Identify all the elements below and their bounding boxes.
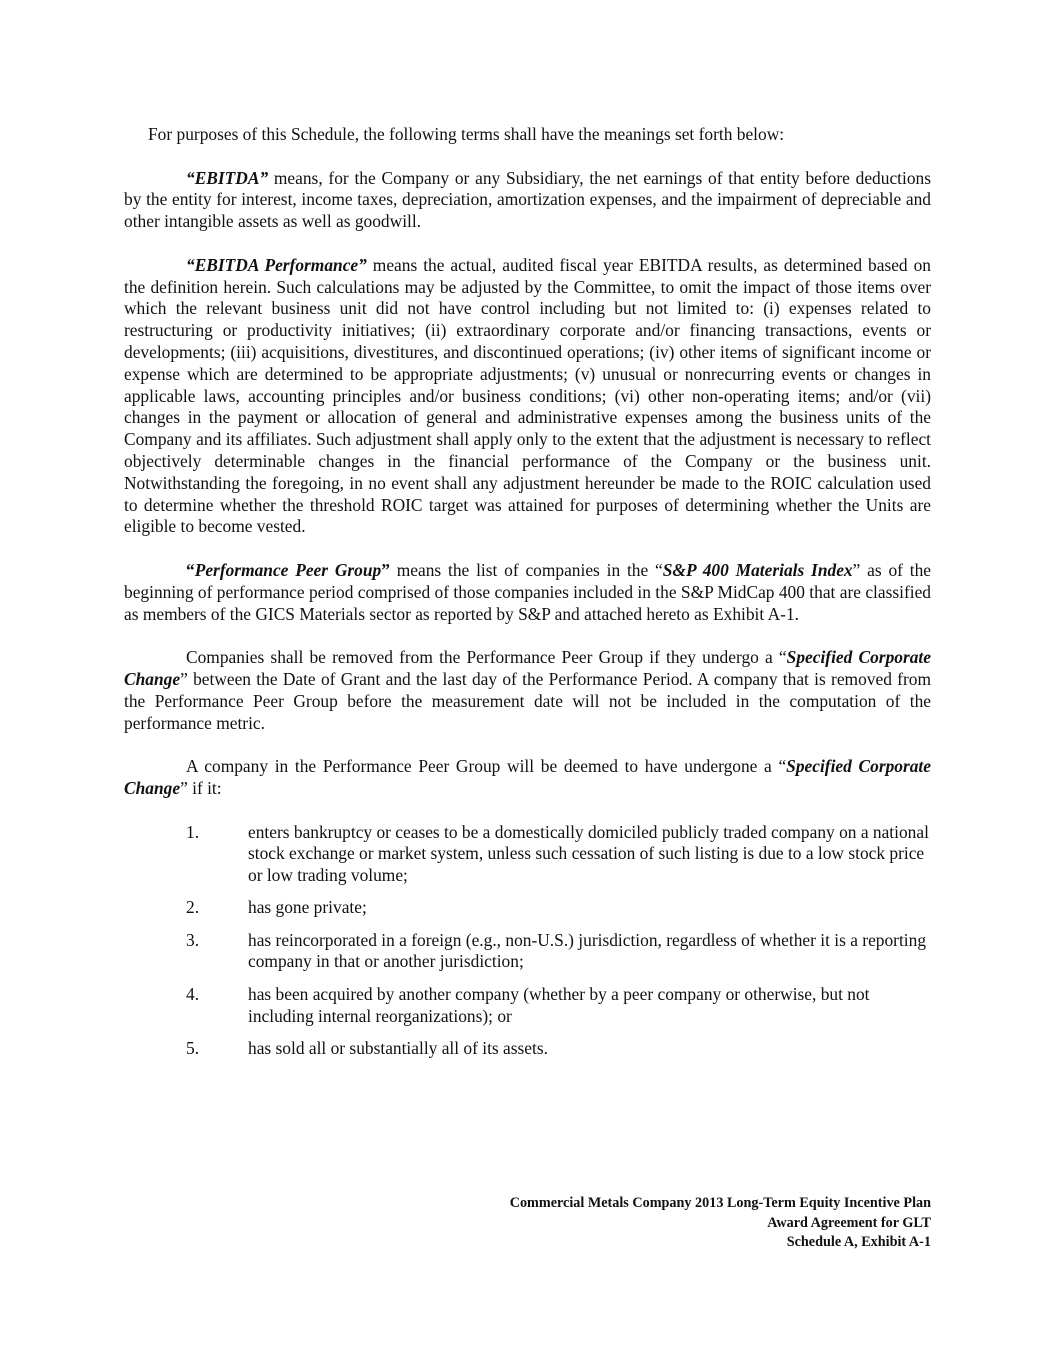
list-item-text: has gone private; [248, 897, 367, 918]
peer-group-text-continued: ” as of the beginning of performance period comprised of those companies included in the S&P MidCap 400 that are classified as members of the GICS Materials sector as reported by S&P and attached hereto as Exhibit A-1. [124, 559, 931, 624]
list-item-text: has been acquired by another company (whether by a peer company or otherwise, but not including internal reorganizations); or [248, 983, 870, 1026]
materials-index-term: S&P 400 Materials Index [662, 559, 853, 580]
specified-corporate-change-term: Specified Corporate Change [124, 756, 931, 798]
footer-plan-title: Commercial Metals Company 2013 Long-Term Equity Incentive Plan [509, 1195, 931, 1211]
document-body [124, 124, 931, 1070]
list-item-number: 3. [186, 929, 200, 950]
footer-agreement-title: Award Agreement for GLT [767, 1214, 931, 1231]
ebitda-performance-term: “EBITDA Performance” [186, 254, 367, 275]
corporate-change-list [124, 822, 931, 1060]
ebitda-performance-text: means the actual, audited fiscal year EBITDA results, as determined based on the definition herein. Such calculations may be adjusted by the Committee, to omit the impact of those items over which the relevant business unit did not have control including but not limited to: (i) expenses related to restructuring or productivity initiatives; (ii) extraordinary corporate and/or financing transactions, events or developments; (iii) acquisitions, divestitures, and discontinued operations; (iv) other items of significant income or expense which are determined to be appropriate adjustments; (v) unusual or nonrecurring events or changes in applicable laws, accounting principles and/or business conditions; (vi) other non-operating items; and/or (vii) changes in the payment or allocation of general and administrative expenses among the business units of the Company and its affiliates. Such adjustment shall apply only to the extent that the adjustment is necessary to reflect objectively determinable changes in the financial performance of the Company or the business unit. Notwithstanding the foregoing, in no event shall any adjustment hereunder be made to the ROIC calculation used to determine whether the threshold ROIC target was attained for purposes of determining whether the Units are eligible to become vested. [124, 254, 931, 537]
deemed-text-continued: ” if it: [180, 777, 222, 798]
ebitda-definition [124, 168, 931, 233]
intro-paragraph: For purposes of this Schedule, the following terms shall have the meanings set forth below: [148, 124, 785, 144]
list-item [124, 984, 931, 1028]
ebitda-term: “EBITDA” [186, 167, 269, 188]
list-item [124, 1038, 931, 1060]
ebitda-text: means, for the Company or any Subsidiary, the net earnings of that entity before deductions by the entity for interest, income taxes, depreciation, amortization expenses, and the impairment of depreciable and other intangible assets as well as goodwill. [124, 167, 931, 232]
peer-group-text: means the list of companies in the “ [389, 559, 663, 580]
list-item [124, 822, 931, 887]
list-item-number: 4. [186, 983, 200, 1004]
ebitda-performance-definition [124, 255, 931, 538]
peer-group-term: Performance Peer Group [194, 559, 382, 580]
list-item-text: has reincorporated in a foreign (e.g., non-U.S.) jurisdiction, regardless of whether it is a reporting company in that or another jurisdiction; [248, 929, 927, 972]
removal-text-continued: ” between the Date of Grant and the last day of the Performance Period. A company that is removed from the Performance Peer Group before the measurement date will not be included in the computation of the performance metric. [124, 668, 931, 733]
peer-group-open-quote: “ [186, 559, 195, 580]
deemed-text: A company in the Performance Peer Group will be deemed to have undergone a “ [186, 756, 787, 777]
footer-schedule-reference: Schedule A, Exhibit A-1 [786, 1234, 931, 1250]
specified-corporate-change-term: Specified Corporate Change [124, 647, 931, 689]
list-item-number: 2. [186, 897, 200, 918]
removal-paragraph [124, 647, 931, 734]
deemed-paragraph [124, 756, 931, 800]
list-item-text: has sold all or substantially all of its assets. [248, 1037, 548, 1058]
list-item-number: 5. [186, 1037, 200, 1058]
peer-group-definition [124, 560, 931, 625]
page-footer [510, 1194, 931, 1253]
list-item-number: 1. [186, 821, 200, 842]
list-item [124, 930, 931, 974]
list-item [124, 897, 931, 919]
list-item-text: enters bankruptcy or ceases to be a domestically domiciled publicly traded company on a national stock exchange or market system, unless such cessation of such listing is due to a low stock price or low trading volume; [248, 821, 929, 886]
removal-text: Companies shall be removed from the Performance Peer Group if they undergo a “ [186, 647, 787, 668]
peer-group-close-quote: ” [381, 559, 390, 580]
